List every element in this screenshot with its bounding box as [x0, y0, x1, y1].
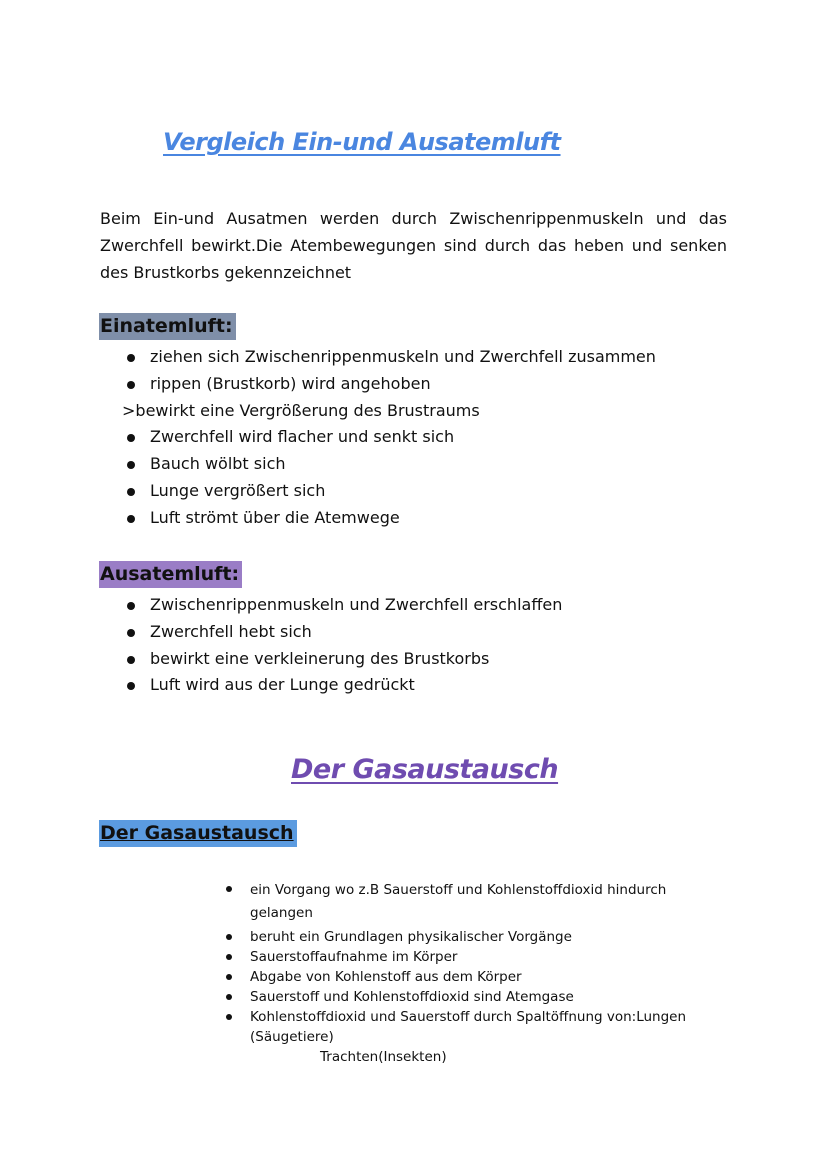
heading-ausatemluft: Ausatemluft:	[99, 561, 242, 588]
list-item: Lunge vergrößert sich	[100, 478, 656, 505]
bullet-icon	[226, 1014, 232, 1020]
list-item: Sauerstoffaufnahme im Körper	[224, 947, 724, 967]
bullet-icon	[127, 434, 135, 442]
list-item: Zwischenrippenmuskeln und Zwerchfell erschlaffen	[100, 592, 562, 619]
list-item: rippen (Brustkorb) wird angehoben	[100, 371, 656, 398]
list-item: Kohlenstoffdioxid und Sauerstoff durch Spaltöffnung von:Lungen (Säugetiere)	[224, 1007, 724, 1047]
list-item: ziehen sich Zwischenrippenmuskeln und Zwerchfell zusammen	[100, 344, 656, 371]
page-title: Vergleich Ein-und Ausatemluft	[163, 128, 561, 156]
list-item: Zwerchfell wird flacher und senkt sich	[100, 424, 656, 451]
bullet-icon	[226, 886, 232, 892]
list-item: ein Vorgang wo z.B Sauerstoff und Kohlenstoffdioxid hindurch gelangen	[224, 879, 724, 925]
heading-gasaustausch: Der Gasaustausch	[99, 820, 297, 847]
bullet-icon	[226, 994, 232, 1000]
list-item: Luft strömt über die Atemwege	[100, 505, 656, 532]
bullet-icon	[127, 656, 135, 664]
bullet-icon	[127, 354, 135, 362]
list-ausatemluft	[100, 592, 562, 699]
list-item: Bauch wölbt sich	[100, 451, 656, 478]
list-item: Sauerstoff und Kohlenstoffdioxid sind Atemgase	[224, 987, 724, 1007]
list-item: beruht ein Grundlagen physikalischer Vorgänge	[224, 927, 724, 947]
intro-paragraph: Beim Ein-und Ausatmen werden durch Zwischenrippenmuskeln und das Zwerchfell bewirkt.Die Atembewegungen sind durch das heben und senken des Brustkorbs gekennzeichnet	[100, 209, 727, 282]
bullet-icon	[226, 974, 232, 980]
bullet-icon	[127, 461, 135, 469]
list-item: Zwerchfell hebt sich	[100, 619, 562, 646]
list-item: bewirkt eine verkleinerung des Brustkorbs	[100, 646, 562, 673]
bullet-icon	[127, 629, 135, 637]
bullet-icon	[127, 488, 135, 496]
bullet-icon	[127, 682, 135, 690]
list-item: Luft wird aus der Lunge gedrückt	[100, 672, 562, 699]
bullet-icon	[127, 381, 135, 389]
list-continuation: Trachten(Insekten)	[320, 1049, 447, 1065]
list-note: >bewirkt eine Vergrößerung des Brustraums	[122, 400, 480, 420]
list-item: Abgabe von Kohlenstoff aus dem Körper	[224, 967, 724, 987]
bullet-icon	[127, 602, 135, 610]
bullet-icon	[127, 515, 135, 523]
section-title-gasaustausch: Der Gasaustausch	[291, 754, 559, 785]
heading-einatemluft: Einatemluft:	[99, 313, 236, 340]
list-einatemluft	[100, 344, 656, 532]
bullet-icon	[226, 934, 232, 940]
bullet-icon	[226, 954, 232, 960]
list-gasaustausch	[224, 879, 724, 1067]
